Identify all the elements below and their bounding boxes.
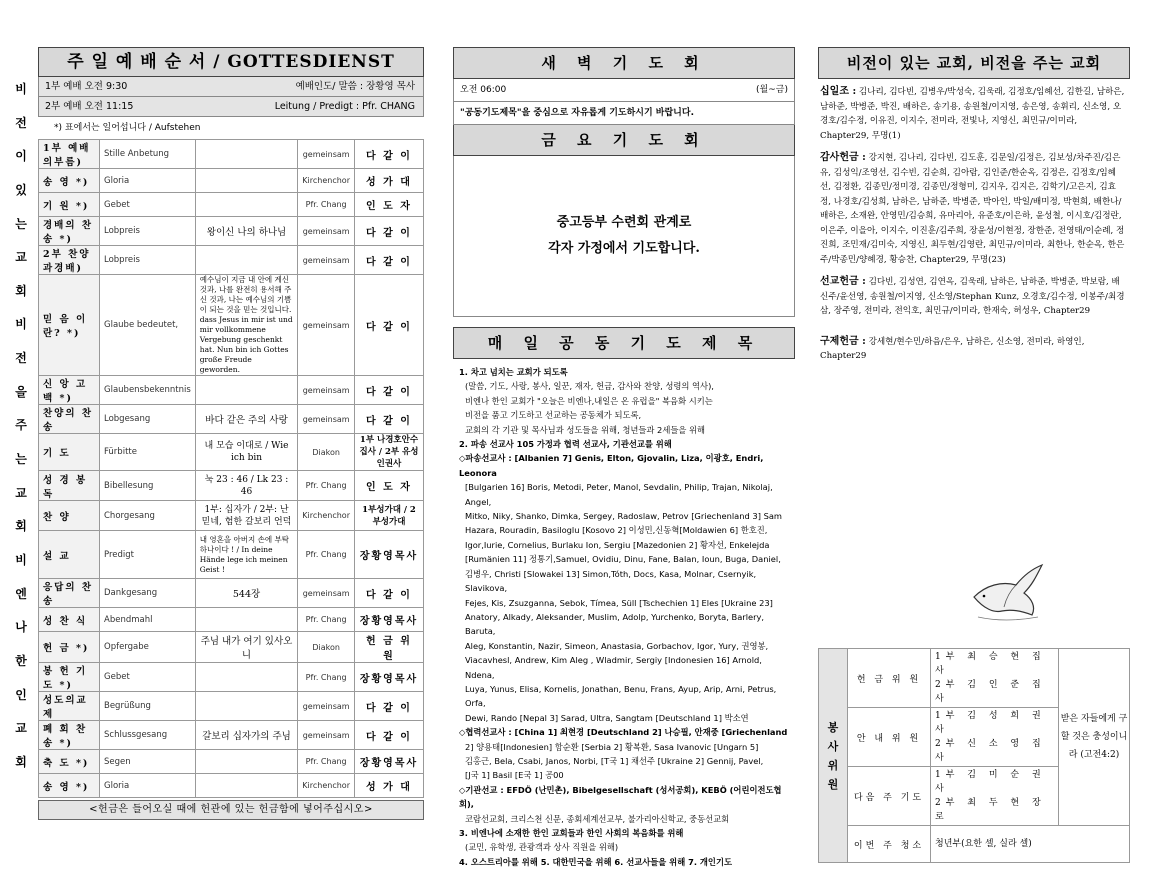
prayer-item: Luya, Yunus, Elisa, Kornelis, Jonathan, Benu, Frans, Ayup, Arip, Arni, Petrus, Orfa,	[465, 683, 777, 709]
order-row	[39, 750, 424, 774]
service-quote: 받은 자들에게 구할 것은 충성이니라 (고전4:2)	[1059, 649, 1130, 826]
prayer-item: 김병우, Christi [Slowakei 13] Simon,Tóth, Docs, Kasa, Molnar, Csernyik, Slavikova,	[465, 568, 757, 594]
offering-list	[818, 79, 1130, 364]
prayer-item: ◇파송선교사 : [Albanien 7] Genis, Elton, Gjovalin, Liza, 이광호, Endri, Leonora	[459, 453, 764, 478]
service-side-char: 봉	[827, 720, 839, 734]
order-german: Bibellesung	[100, 471, 196, 501]
side-char: 을	[15, 384, 27, 399]
order-korean: 1부 예배의부름)	[39, 140, 100, 169]
service-2-row	[38, 97, 424, 117]
order-german: Gebet	[100, 193, 196, 217]
order-who: gemeinsam	[298, 579, 355, 608]
order-person: 다 같 이	[355, 376, 424, 405]
dawn-desc-row	[453, 102, 795, 125]
order-korean: 송 영 *)	[39, 169, 100, 193]
order-korean: 찬양의 찬송	[39, 405, 100, 434]
order-row	[39, 169, 424, 193]
order-german: Chorgesang	[100, 501, 196, 531]
prayer-item: Mitko, Niky, Shanko, Dimka, Sergey, Radoslaw, Petrov [Griechenland 3] Sam	[465, 511, 783, 522]
side-char: 비	[15, 82, 27, 96]
prayer-item: 1. 차고 넘치는 교회가 되도록	[459, 367, 568, 377]
relief-section: 구제헌금 : 강세현/현수민/하음/은우, 남하은, 신소영, 전미라, 하영인, Chapter29	[820, 335, 1085, 361]
order-row	[39, 531, 424, 579]
order-german: Schlussgesang	[100, 721, 196, 750]
side-char: 교	[15, 485, 27, 500]
side-char: 는	[15, 216, 27, 231]
order-content	[195, 169, 298, 193]
order-korean: 폐 회 찬 송 *)	[39, 721, 100, 750]
prayer-item: [Rumänien 11] 정통기,Samuel, Ovidiu, Dinu, Fane, Balan, Ioun, Buga, Daniel,	[465, 554, 781, 565]
prayer-item: 4. 오스트리아를 위해 5. 대한민국을 위해 6. 선교사들을 위해 7. 개인기도	[459, 856, 732, 867]
order-table	[38, 139, 424, 798]
service-side-char: 원	[827, 777, 839, 791]
order-person: 다 같 이	[355, 692, 424, 721]
order-content: 왕이신 나의 하나님	[195, 217, 298, 246]
worship-title: 주 일 예 배 순 서 / GOTTESDIENST	[38, 47, 424, 77]
common-prayer-list	[453, 359, 795, 869]
order-content: 내 모습 이대로 / Wie ich bin	[195, 434, 298, 471]
prayer-item: 교회의 각 기관 및 목사님과 성도들을 위해, 청년들과 2세들을 위해	[465, 424, 706, 435]
service-name-line: 1부 김 성 희 권 사	[935, 711, 1046, 735]
order-who: gemeinsam	[298, 376, 355, 405]
service-table	[818, 648, 1130, 863]
order-german: Fürbitte	[100, 434, 196, 471]
order-german: Lobgesang	[100, 405, 196, 434]
order-row	[39, 434, 424, 471]
order-who: Pfr. Chang	[298, 663, 355, 692]
order-german: Glaube bedeutet,	[100, 275, 196, 376]
order-content	[195, 608, 298, 632]
order-korean: 응답의 찬송	[39, 579, 100, 608]
friday-line-1: 중고등부 수련회 관계로	[556, 215, 692, 230]
prayer-item: Viacavhesl, Andrew, Kim Aleg , Wladmir, Sergiy [Indonesien 16] Arnold, Ndena,	[465, 655, 762, 680]
order-row	[39, 217, 424, 246]
prayer-item: Dewi, Rando [Nepal 3] Sarad, Ultra, Sangtam [Deutschland 1] 박소연	[465, 712, 749, 723]
thanks-section: 감사헌금 : 강지현, 김나리, 김다빈, 김도훈, 김문일/김정은, 김보성/차주진/김은유, 김성익/조영선, 김수빈, 김순희, 김아람, 김인준/한순옥, 김정은, 김정호/임혜선, 김정환, 김종민/정미경, 김종민/정형미, 김지우, 김지은, 김학기/고은지, 김효정, 나경호/김성희, 남하은, 남하준, 박병준, 박아인, 박일/배미정, 박현희, 배한나/배하은, 소재완, 안영민/김승희, 유마리아, 유준호/이은하, 윤성철, 이시호/김정란, 이은주, 이을아, 이지수, 이진훈/김주희, 장윤성/이현정, 장한준, 전영태/이순례, 정진희, 조민재/김미숙, 지영신, 최두현/김영란, 최민규/이미라, 최한나, 한순옥, 한은주/박종민/양혜경, 황승찬, Chapter29, 무명(23)	[820, 152, 1125, 265]
side-char: 전	[15, 115, 27, 130]
order-person: 다 같 이	[355, 140, 424, 169]
order-row	[39, 246, 424, 275]
order-german: Lobpreis	[100, 246, 196, 275]
order-person: 성 가 대	[355, 774, 424, 798]
friday-line-2: 각자 가정에서 기도합니다.	[548, 241, 700, 256]
service-row	[819, 826, 1130, 863]
order-row	[39, 140, 424, 169]
side-char: 전	[15, 351, 27, 366]
side-char: 있	[15, 182, 27, 197]
service-names	[931, 649, 1059, 708]
prayer-item: Aleg, Konstantin, Nazir, Simeon, Anastasia, Gorbachov, Igor, Yury, 권영봉,	[465, 640, 769, 651]
friday-prayer-title: 금 요 기 도 회	[453, 125, 795, 156]
prayer-item: [Bulgarien 16] Boris, Metodi, Peter, Manol, Sevdalin, Philip, Trajan, Nikolaj, Angel,	[465, 482, 773, 507]
side-char: 엔	[15, 586, 27, 601]
side-char: 교	[15, 721, 27, 736]
prayer-panel	[453, 47, 795, 869]
order-who: Pfr. Chang	[298, 193, 355, 217]
order-who: gemeinsam	[298, 140, 355, 169]
service-1-leader: 예배인도/ 말씀 : 장황영 목사	[295, 81, 415, 92]
common-prayer-title: 매 일 공 동 기 도 제 목	[453, 327, 795, 359]
service-role: 헌 금 위 원	[848, 649, 931, 708]
service-name-line: 1부 최 승 현 집 사	[935, 652, 1046, 676]
order-german: Begrüßung	[100, 692, 196, 721]
order-row	[39, 774, 424, 798]
order-korean: 성 찬 식	[39, 608, 100, 632]
service-names	[931, 708, 1059, 767]
order-who: Kirchenchor	[298, 774, 355, 798]
order-content: 주님 내가 여기 있사오니	[195, 632, 298, 663]
dawn-time: 오전 06:00	[460, 85, 507, 95]
order-content: 544장	[195, 579, 298, 608]
service-side-char: 위	[827, 758, 839, 772]
mission-section: 선교헌금 : 김다빈, 김성연, 김연옥, 김욱래, 남하은, 남하준, 박병준, 박보람, 배신주/윤선영, 송원철/이지영, 신소영/Stephan Kunz, 오경호/김수정, 이봉주/최경삼, 장주영, 전미라, 전익호, 최민규/이미라, 한재숙, 허성우, Chapter29	[820, 276, 1125, 316]
order-content	[195, 750, 298, 774]
side-char: 주	[15, 418, 27, 433]
service-2-leader: Leitung / Predigt : Pfr. CHANG	[274, 101, 415, 112]
worship-order-panel	[38, 47, 424, 820]
offering-panel	[818, 47, 1130, 372]
side-char: 회	[15, 754, 27, 769]
order-german: Dankgesang	[100, 579, 196, 608]
order-korean: 헌 금 *)	[39, 632, 100, 663]
prayer-item: (말씀, 기도, 사랑, 봉사, 일꾼, 재자, 헌금, 감사와 찬양, 성령의 역사),	[465, 381, 714, 392]
service-name-line: 2부 신 소 영 집 사	[935, 739, 1046, 763]
order-german: Gloria	[100, 169, 196, 193]
prayer-item: 3. 비엔나에 소재한 한인 교회들과 한인 사회의 복음화를 위해	[459, 828, 684, 838]
order-who: gemeinsam	[298, 692, 355, 721]
order-korean: 신 앙 고 백 *)	[39, 376, 100, 405]
order-korean: 설 교	[39, 531, 100, 579]
order-row	[39, 193, 424, 217]
order-person: 인 도 자	[355, 193, 424, 217]
order-content: 갈보리 십자가의 주님	[195, 721, 298, 750]
dawn-days: (월~금)	[756, 85, 788, 95]
stand-note: *) 표에서는 일어섭니다 / Aufstehen	[54, 123, 201, 133]
order-german: Lobpreis	[100, 217, 196, 246]
order-row	[39, 632, 424, 663]
prayer-item: Igor,Iurie, Cornelius, Burlaku Ion, Sergiu [Mazedonien 2] 황자선, Enkelejda	[465, 539, 770, 550]
order-row	[39, 501, 424, 531]
order-who: Pfr. Chang	[298, 750, 355, 774]
order-person: 1부 나경호안수집사 / 2부 유성인권사	[355, 434, 424, 471]
friday-message	[453, 156, 795, 317]
order-korean: 찬 양	[39, 501, 100, 531]
order-who: Kirchenchor	[298, 501, 355, 531]
order-content	[195, 774, 298, 798]
order-who: Kirchenchor	[298, 169, 355, 193]
prayer-item: ◇협력선교사 : [China 1] 최현경 [Deutschland 2] 나승필, 안재중 [Griechenland	[459, 727, 788, 738]
order-person: 다 같 이	[355, 405, 424, 434]
service-1-row	[38, 77, 424, 97]
service-1-name: 1부 예배 오전 9:30	[45, 81, 128, 92]
order-content	[195, 663, 298, 692]
service-side-char: 사	[827, 739, 839, 753]
order-person: 장황영목사	[355, 531, 424, 579]
order-german: Segen	[100, 750, 196, 774]
side-char: 인	[15, 687, 27, 702]
prayer-item: Hazara, Rouradin, Basiloglu [Kosovo 2] 이성민,신동혁[Moldawien 6] 한호진,	[465, 525, 768, 536]
order-row	[39, 275, 424, 376]
side-char: 이	[15, 149, 27, 164]
order-content: 내 영혼을 아버지 손에 부탁하나이다 ! / In deine Hände lege ich meinen Geist !	[195, 531, 298, 579]
side-char: 회	[15, 283, 27, 298]
order-content	[195, 246, 298, 275]
prayer-item: Anatory, Alkady, Aleksander, Muslim, Adolp, Yurchenko, Boryta, Barlery, Baruta,	[465, 611, 765, 637]
order-person: 장황영목사	[355, 663, 424, 692]
order-who: gemeinsam	[298, 246, 355, 275]
order-person: 다 같 이	[355, 721, 424, 750]
service-name-line: 2부 최 두 현 장 로	[935, 798, 1046, 822]
order-person: 다 같 이	[355, 246, 424, 275]
order-korean: 경배의 찬송 *)	[39, 217, 100, 246]
prayer-item: 코람선교회, 크리스천 신문, 종회세계선교부, 불가리아신학교, 중동선교회	[465, 813, 730, 824]
order-german: Glaubensbekenntnis	[100, 376, 196, 405]
order-korean: 믿 음 이 란? *)	[39, 275, 100, 376]
service-row	[819, 649, 1130, 708]
order-row	[39, 471, 424, 501]
side-char: 회	[15, 519, 27, 534]
order-korean: 봉 헌 기 도 *)	[39, 663, 100, 692]
order-content: 바다 같은 주의 사랑	[195, 405, 298, 434]
order-row	[39, 376, 424, 405]
prayer-item: Fejes, Kis, Zsuzganna, Sebok, Tímea, Süll [Tschechien 1] Eles [Ukraine 23]	[465, 597, 773, 608]
order-content: 예수님이 지금 내 안에 계신 것과, 나를 완전히 용서해 주신 것과, 나는 예수님의 기쁨이 되는 것을 믿는 것입니다. dass Jesus in mir ist und mir vollkommene Vergebung geschenkt hat. Nun bin ich Gottes große Freude geworden.	[195, 275, 298, 376]
order-person: 다 같 이	[355, 275, 424, 376]
order-who: gemeinsam	[298, 217, 355, 246]
prayer-item: ◇기관선교 : EFDÖ (난민촌), Bibelgesellschaft (성서공회), KEBÖ (어린이전도협회),	[459, 784, 782, 810]
side-char: 비	[15, 552, 27, 567]
order-who: gemeinsam	[298, 405, 355, 434]
order-content	[195, 193, 298, 217]
order-korean: 기 원 *)	[39, 193, 100, 217]
prayer-item: 2. 파송 선교사 105 가정과 협력 선교사, 기관선교를 위해	[459, 439, 672, 450]
dove-icon	[966, 555, 1048, 627]
prayer-item: 김홍근, Bela, Csabi, Janos, Norbi, [T국 1] 채선주 [Ukraine 2] Gennij, Pavel,	[465, 755, 764, 766]
dawn-time-row	[453, 79, 795, 102]
service-2-name: 2부 예배 오전 11:15	[45, 101, 134, 112]
order-who: gemeinsam	[298, 721, 355, 750]
order-german: Opfergabe	[100, 632, 196, 663]
order-row	[39, 692, 424, 721]
vertical-slogan	[10, 80, 32, 770]
side-char: 는	[15, 452, 27, 467]
order-row	[39, 608, 424, 632]
prayer-item: [J국 1] Basil [E국 1] 공00	[465, 770, 564, 781]
order-row	[39, 579, 424, 608]
service-name-line: 2부 김 인 준 집 사	[935, 680, 1046, 704]
order-person: 다 같 이	[355, 579, 424, 608]
order-person: 장황영목사	[355, 608, 424, 632]
service-name-line: 1부 김 미 순 권 사	[935, 770, 1046, 794]
service-side-label	[819, 649, 848, 863]
service-role: 안 내 위 원	[848, 708, 931, 767]
side-char: 비	[15, 317, 27, 332]
order-korean: 성 경 봉 독	[39, 471, 100, 501]
service-name-line: 청년부(요한 셀, 실라 셀)	[935, 839, 1032, 849]
order-who: Diakon	[298, 632, 355, 663]
vision-title: 비전이 있는 교회, 비전을 주는 교회	[818, 47, 1130, 79]
order-german: Gloria	[100, 774, 196, 798]
service-names	[931, 767, 1059, 826]
order-content	[195, 692, 298, 721]
order-content	[195, 140, 298, 169]
dawn-desc: "공동기도제목"을 중심으로 자유롭게 기도하시기 바랍니다.	[460, 108, 694, 118]
prayer-item: 비전을 품고 기도하고 선교하는 공동체가 되도록,	[465, 410, 642, 421]
order-german: Predigt	[100, 531, 196, 579]
order-korean: 2부 찬양과경배)	[39, 246, 100, 275]
order-person: 장황영목사	[355, 750, 424, 774]
order-person: 성 가 대	[355, 169, 424, 193]
order-row	[39, 405, 424, 434]
order-german: Stille Anbetung	[100, 140, 196, 169]
side-char: 한	[15, 653, 27, 668]
order-korean: 축 도 *)	[39, 750, 100, 774]
side-char: 교	[15, 250, 27, 265]
order-who: Pfr. Chang	[298, 531, 355, 579]
order-person: 헌 금 위 원	[355, 632, 424, 663]
order-korean: 송 영 *)	[39, 774, 100, 798]
dawn-prayer-title: 새 벽 기 도 회	[453, 47, 795, 79]
prayer-item: 2] 양용태[Indonesien] 함순환 [Serbia 2] 황복환, Sasa Ivanovic [Ungarn 5]	[465, 741, 759, 752]
order-content	[195, 376, 298, 405]
order-row	[39, 721, 424, 750]
order-person: 1부성가대 / 2부성가대	[355, 501, 424, 531]
order-content: 1부: 십자가 / 2부: 난 믿네, 험한 갈보리 언덕	[195, 501, 298, 531]
service-names	[931, 826, 1130, 863]
order-german: Gebet	[100, 663, 196, 692]
tithe-section: 십일조 : 김나리, 김다빈, 김병우/박성숙, 김욱래, 김정호/임혜선, 김한길, 남하은, 남하준, 박병준, 박진, 배하은, 송기용, 송원철/이지영, 송은영, 송휘리, 신소영, 오경호/김수정, 이유진, 이지수, 전미라, 전빛나, 지영신, 최민규/이미라, Chapter29, 무명(1)	[820, 86, 1125, 141]
prayer-item: (교민, 유학생, 관광객과 상사 직원을 위해)	[465, 842, 619, 853]
prayer-item: 비엔나 한인 교회가 "오늘은 비엔나,내일은 온 유럽을" 복음화 시키는	[465, 395, 713, 406]
order-person: 인 도 자	[355, 471, 424, 501]
order-who: Pfr. Chang	[298, 608, 355, 632]
order-korean: 기 도	[39, 434, 100, 471]
offering-note: <헌금은 들어오실 때에 헌관에 있는 헌금함에 넣어주십시오>	[38, 800, 424, 820]
order-who: Diakon	[298, 434, 355, 471]
order-who: gemeinsam	[298, 275, 355, 376]
order-row	[39, 663, 424, 692]
order-who: Pfr. Chang	[298, 471, 355, 501]
order-german: Abendmahl	[100, 608, 196, 632]
order-korean: 성도의교제	[39, 692, 100, 721]
side-char: 나	[15, 620, 27, 635]
order-person: 다 같 이	[355, 217, 424, 246]
service-role: 다음 주 기도	[848, 767, 931, 826]
order-content: 눅 23 : 46 / Lk 23 : 46	[195, 471, 298, 501]
service-role: 이번 주 청소	[848, 826, 931, 863]
